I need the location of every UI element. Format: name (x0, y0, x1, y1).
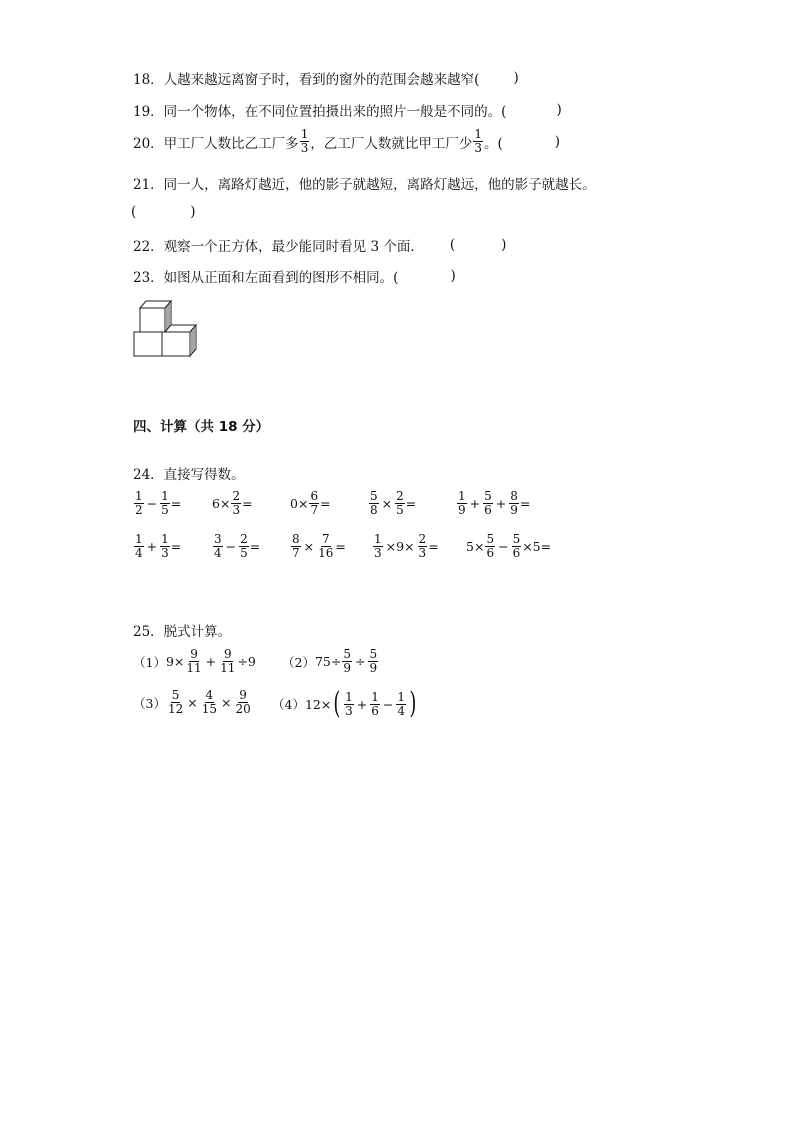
question-24-title (133, 463, 245, 483)
calc-item: （4） 12× ( $\frac{1}{3}$ + $\frac{1}{6}$ − $\frac{1}{4}$ ) (272, 686, 417, 721)
calc-item: $\frac{1}{2}$ − $\frac{1}{5}$ = (135, 489, 182, 517)
calc-item: $\frac{5}{8}$ × $\frac{2}{5}$ = (370, 489, 417, 517)
top-cube-front-face (140, 308, 165, 332)
calc-item: $\frac{3}{4}$ − $\frac{2}{5}$ = (214, 532, 261, 560)
close-paren: ) (554, 133, 561, 150)
question-20 (133, 128, 560, 155)
fraction: $\frac{1}{3}$ (300, 127, 309, 155)
calc-item: （2） 75÷ $\frac{5}{9}$ ÷ $\frac{5}{9}$ (282, 647, 378, 675)
question-19 (133, 100, 562, 120)
bottom-right-cube-front (162, 332, 190, 356)
cube-stack-figure (130, 292, 202, 366)
question-25-text: 25．脱式计算。 (133, 624, 232, 640)
calc-item: 6× $\frac{2}{3}$ = (212, 489, 253, 517)
question-19-text: 19．同一个物体，在不同位置拍摄出来的照片一般是不同的。( (133, 104, 507, 120)
question-23 (133, 266, 456, 286)
calc-item: （3） $\frac{5}{12}$ × $\frac{4}{15}$ × $\frac{9}{20}$ (133, 688, 251, 716)
question-21-text: 21．同一人，离路灯越近，他的影子就越短，离路灯越远，他的影子就越长。 (133, 177, 596, 193)
calc-item: 5× $\frac{5}{6}$ − $\frac{5}{6}$ ×5 = (466, 532, 552, 560)
close-paren: ) (450, 268, 456, 284)
fraction: $\frac{1}{3}$ (474, 127, 482, 155)
calc-item: （1） 9× $\frac{9}{11}$ + $\frac{9}{11}$ ÷9 (133, 647, 256, 675)
question-20-text-1: 20．甲工厂人数比乙工厂多 (133, 135, 299, 152)
calc-item: $\frac{1}{9}$ + $\frac{5}{6}$ + $\frac{8}{9}$ = (458, 489, 531, 517)
question-20-text-3: 。( (483, 135, 503, 152)
calc-item: $\frac{8}{7}$ × $\frac{7}{16}$ = (292, 532, 346, 560)
open-paren: ( (449, 237, 456, 253)
calc-item: $\frac{1}{3}$ ×9× $\frac{2}{3}$ = (374, 532, 439, 560)
question-21 (133, 173, 596, 193)
open-paren: ( (131, 204, 137, 220)
question-24-text: 24．直接写得数。 (133, 467, 245, 483)
calc-item: 0× $\frac{6}{7}$ = (290, 489, 331, 517)
close-paren: ) (513, 70, 519, 86)
close-paren: ) (190, 204, 196, 220)
calc-item: $\frac{1}{4}$ + $\frac{1}{3}$ = (135, 532, 182, 560)
question-22 (133, 235, 506, 255)
section-4-title: 四、计算（共 18 分） (133, 419, 270, 435)
question-18-text: 18．人越来越远离窗子时，看到的窗外的范围会越来越窄( (133, 72, 480, 88)
question-20-text-2: ，乙工厂人数就比甲工厂少 (310, 135, 473, 152)
question-25-title (133, 620, 231, 640)
question-23-text: 23．如图从正面和左面看到的图形不相同。( (133, 270, 399, 286)
close-paren: ) (556, 102, 562, 118)
question-21-answer (131, 204, 196, 220)
bottom-left-cube-front (134, 332, 162, 356)
question-18 (133, 68, 519, 88)
question-22-text: 22．观察一个正方体，最少能同时看见 3 个面． (133, 239, 424, 255)
close-paren: ) (501, 237, 507, 253)
